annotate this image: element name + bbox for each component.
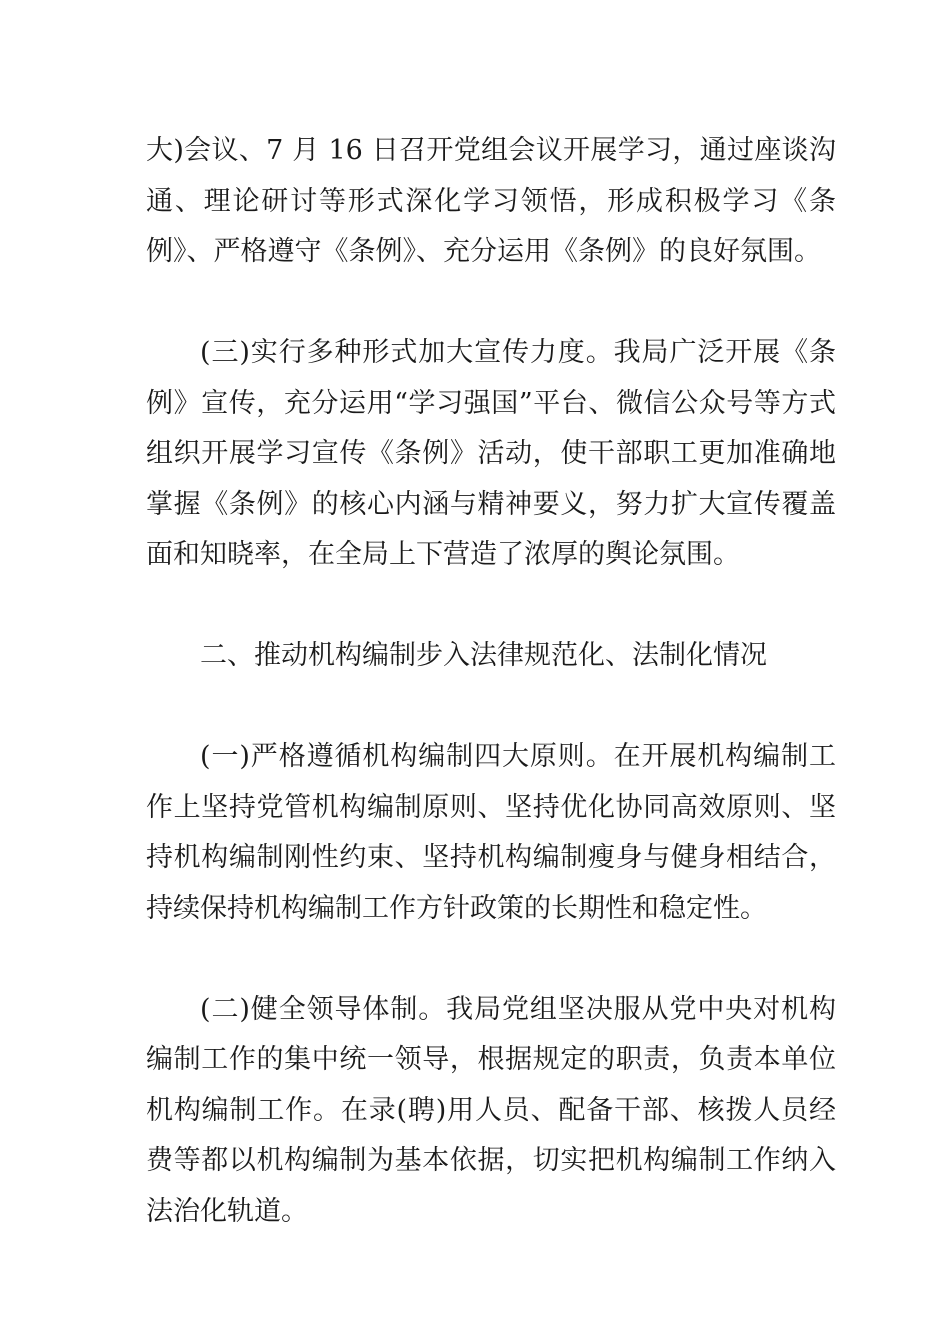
document-body — [146, 126, 836, 1237]
section-heading: 二、推动机构编制步入法律规范化、法制化情况 — [200, 640, 767, 671]
paragraph-publicity: (三)实行多种形式加大宣传力度。我局广泛开展《条例》宣传，充分运用“学习强国”平台、微信公众号等方式组织开展学习宣传《条例》活动，使干部职工更加准确地掌握《条例》的核心内涵与精神要义，努力扩大宣传覆盖面和知晓率，在全局上下营造了浓厚的舆论氛围。 — [146, 337, 836, 570]
paragraph-gap — [146, 934, 836, 985]
paragraph-principles: (一)严格遵循机构编制四大原则。在开展机构编制工作上坚持党管机构编制原则、坚持优化协同高效原则、坚持机构编制刚性约束、坚持机构编制瘦身与健身相结合，持续保持机构编制工作方针政策的长期性和稳定性。 — [146, 741, 836, 924]
paragraph-gap — [146, 278, 836, 329]
paragraph-gap — [146, 581, 836, 632]
paragraph-continuation: 大)会议、7 月 16 日召开党组会议开展学习，通过座谈沟通、理论研讨等形式深化学习领悟，形成积极学习《条例》、严格遵守《条例》、充分运用《条例》的良好氛围。 — [146, 135, 836, 267]
paragraph-gap — [146, 682, 836, 733]
paragraph-leadership: (二)健全领导体制。我局党组坚决服从党中央对机构编制工作的集中统一领导，根据规定的职责，负责本单位机构编制工作。在录(聘)用人员、配备干部、核拨人员经费等都以机构编制为基本依据，切实把机构编制工作纳入法治化轨道。 — [146, 993, 836, 1227]
